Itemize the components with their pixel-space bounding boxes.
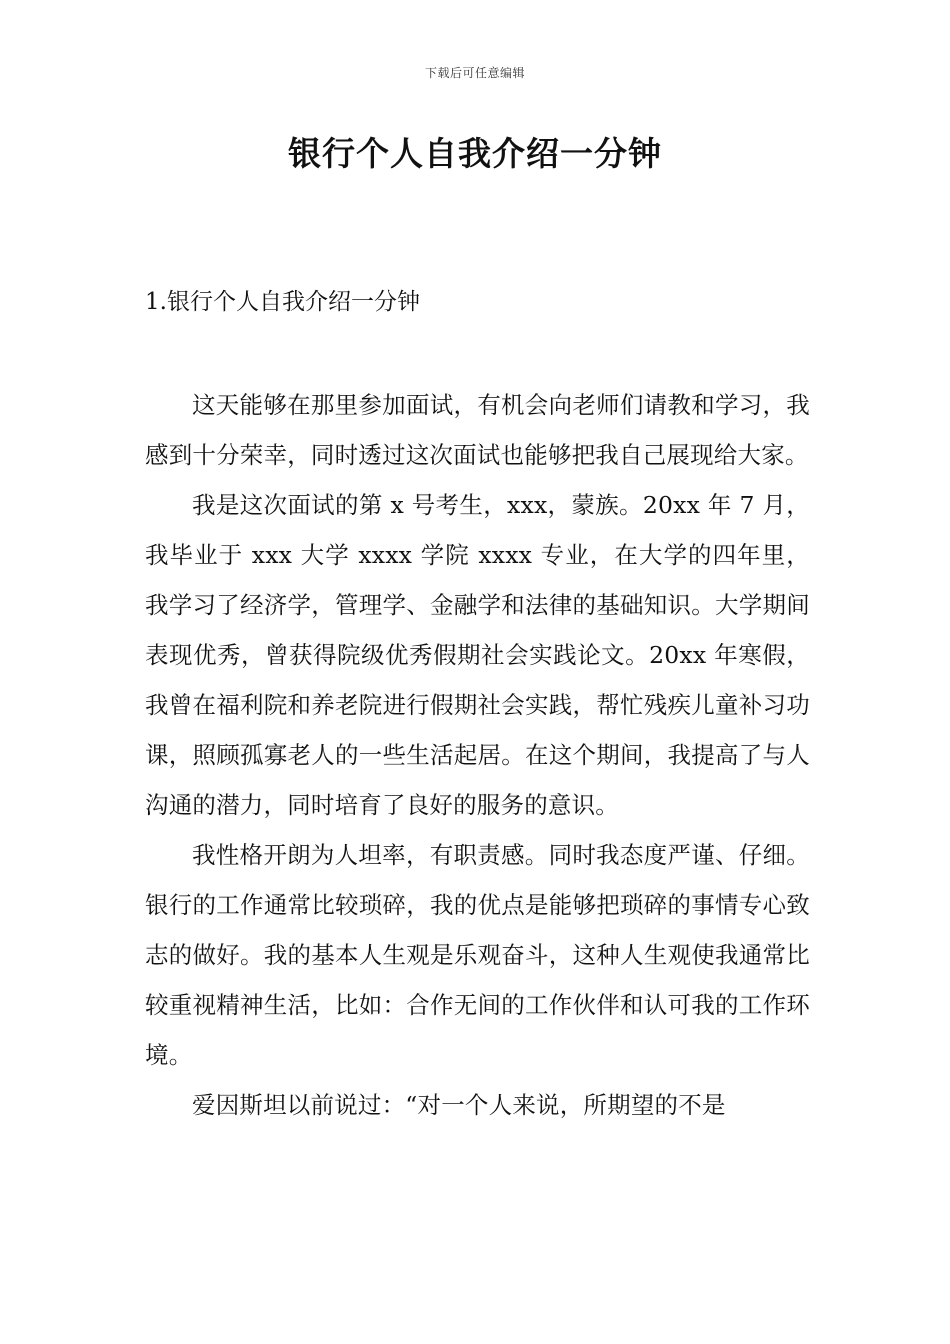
paragraph: 我性格开朗为人坦率，有职责感。同时我态度严谨、仔细。银行的工作通常比较琐碎，我的优点是能够把琐碎的事情专心致志的做好。我的基本人生观是乐观奋斗，这种人生观使我通常比较重视精神生活，比如：合作无间的工作伙伴和认可我的工作环境。 [145, 841, 810, 1069]
paragraph: 我是这次面试的第 x 号考生，xxx，蒙族。20xx 年 7 月，我毕业于 xxx 大学 xxxx 学院 xxxx 专业，在大学的四年里，我学习了经济学，管理学、金融学和法律的基础知识。大学期间表现优秀，曾获得院级优秀假期社会实践论文。20xx 年寒假，我曾在福利院和养老院进行假期社会实践，帮忙残疾儿童补习功课，照顾孤寡老人的一些生活起居。在这个期间，我提高了与人沟通的潜力，同时培育了良好的服务的意识。 [145, 491, 810, 819]
section-heading: 1.银行个人自我介绍一分钟 [145, 289, 420, 315]
paragraph: 这天能够在那里参加面试，有机会向老师们请教和学习，我感到十分荣幸，同时透过这次面试也能够把我自己展现给大家。 [145, 391, 810, 469]
document-title: 银行个人自我介绍一分钟 [288, 134, 662, 173]
header-note: 下载后可任意编辑 [424, 66, 525, 80]
document-body [145, 380, 810, 1130]
paragraph: 爱因斯坦以前说过：“对一个人来说，所期望的不是 [192, 1091, 726, 1119]
